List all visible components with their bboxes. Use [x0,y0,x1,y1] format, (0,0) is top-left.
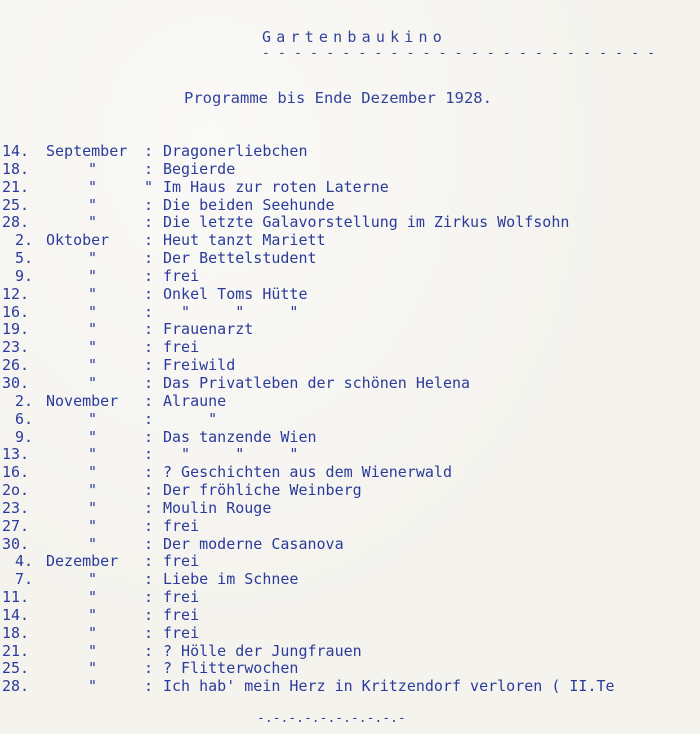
schedule-film-title: " [163,409,218,428]
schedule-day: 6. [15,409,34,428]
schedule-month: " [88,302,98,321]
schedule-film-title: ? Geschichten aus dem Wienerwald [163,463,452,482]
schedule-month: " [88,588,98,607]
schedule-month: September [46,142,128,160]
schedule-month: " [88,213,98,232]
schedule-row [0,571,700,589]
schedule-row [0,321,700,339]
schedule-row [0,393,700,411]
schedule-film-title: Begierde [163,159,236,178]
schedule-row [0,197,700,215]
schedule-separator: : [144,588,154,607]
schedule-film-title: " " " [163,302,299,321]
schedule-day: 19. [2,320,30,339]
schedule-film-title: frei [163,623,200,642]
schedule-month: " [88,623,98,642]
schedule-day: 27. [2,516,30,535]
schedule-separator: : [144,552,154,571]
schedule-separator: : [144,249,154,268]
schedule-separator: : [144,463,154,482]
schedule-month: " [88,445,98,464]
schedule-row [0,482,700,500]
schedule-film-title: frei [163,552,200,571]
schedule-month: " [88,677,98,696]
schedule-separator: : [144,213,154,232]
schedule-month: " [88,481,98,500]
schedule-film-title: Der Bettelstudent [163,249,317,268]
schedule-row [0,660,700,678]
schedule-separator: : [144,391,154,410]
schedule-month: " [88,498,98,517]
schedule-separator: : [144,659,154,678]
schedule-row [0,357,700,375]
schedule-month: " [88,605,98,624]
schedule-film-title: Dragonerliebchen [163,142,308,160]
schedule-row [0,161,700,179]
schedule-film-title: Der moderne Casanova [163,534,344,553]
schedule-row [0,625,700,643]
schedule-separator: : [144,356,154,375]
schedule-day: 21. [2,177,30,196]
schedule-month: Oktober [46,231,110,250]
schedule-month: " [88,570,98,589]
schedule-month: " [88,159,98,178]
schedule-film-title: Ich hab' mein Herz in Kritzendorf verloren ( II.Te [163,677,615,696]
schedule-separator: : [144,605,154,624]
schedule-row [0,375,700,393]
schedule-separator: : [144,284,154,303]
schedule-month: " [88,409,98,428]
schedule-month: " [88,659,98,678]
schedule-row [0,518,700,536]
schedule-month: Dezember [46,552,119,571]
schedule-separator: : [144,481,154,500]
schedule-row [0,589,700,607]
schedule-separator: : [144,320,154,339]
schedule-film-title: Die beiden Seehunde [163,195,335,214]
schedule-row [0,214,700,232]
schedule-separator: : [144,623,154,642]
schedule-month: " [88,641,98,660]
schedule-day: 11. [2,588,30,607]
schedule-day: 7. [15,570,34,589]
schedule-separator: : [144,427,154,446]
schedule-month: " [88,427,98,446]
schedule-film-title: ? Hölle der Jungfrauen [163,641,362,660]
title-underline: - - - - - - - - - - - - - - - - - - - - - - - - - [262,46,656,61]
schedule-separator: : [144,516,154,535]
schedule-row [0,250,700,268]
schedule-row [0,553,700,571]
schedule-film-title: Freiwild [163,356,236,375]
schedule-day: 28. [2,213,30,232]
schedule-month: " [88,177,98,196]
schedule-separator: " [144,177,154,196]
schedule-separator: : [144,409,154,428]
schedule-row [0,607,700,625]
schedule-day: 12. [2,284,30,303]
document-subtitle: Programme bis Ende Dezember 1928. [184,89,492,107]
schedule-row [0,286,700,304]
schedule-row [0,268,700,286]
schedule-separator: : [144,677,154,696]
schedule-month: " [88,320,98,339]
schedule-month: " [88,356,98,375]
schedule-day: 2. [15,231,34,250]
schedule-separator: : [144,142,154,160]
schedule-film-title: Moulin Rouge [163,498,272,517]
schedule-day: 4. [15,552,34,571]
schedule-month: " [88,338,98,357]
schedule-film-title: ? Flitterwochen [163,659,299,678]
schedule-day: 18. [2,159,30,178]
schedule-day: 9. [15,266,34,285]
schedule-separator: : [144,570,154,589]
schedule-row [0,643,700,661]
schedule-day: 13. [2,445,30,464]
schedule-month: " [88,195,98,214]
schedule-row [0,143,700,161]
schedule-row [0,429,700,447]
schedule-day: 30. [2,373,30,392]
schedule-day: 21. [2,641,30,660]
schedule-day: 5. [15,249,34,268]
schedule-film-title: Onkel Toms Hütte [163,284,308,303]
schedule-film-title: Alraune [163,391,227,410]
schedule-row [0,411,700,429]
schedule-month: " [88,284,98,303]
schedule-row [0,232,700,250]
schedule-list [0,143,700,696]
schedule-separator: : [144,498,154,517]
schedule-month: " [88,266,98,285]
schedule-separator: : [144,231,154,250]
schedule-row [0,304,700,322]
schedule-day: 2. [15,391,34,410]
schedule-separator: : [144,266,154,285]
schedule-day: 23. [2,338,30,357]
schedule-day: 9. [15,427,34,446]
schedule-film-title: Das Privatleben der schönen Helena [163,373,471,392]
schedule-day: 26. [2,356,30,375]
schedule-month: " [88,534,98,553]
schedule-film-title: Heut tanzt Mariett [163,231,326,250]
schedule-film-title: Frauenarzt [163,320,254,339]
schedule-film-title: frei [163,516,200,535]
schedule-row [0,536,700,554]
schedule-day: 16. [2,463,30,482]
schedule-film-title: frei [163,605,200,624]
schedule-film-title: Der fröhliche Weinberg [163,481,362,500]
schedule-month: " [88,516,98,535]
schedule-film-title: Die letzte Galavorstellung im Zirkus Wolfsohn [163,213,570,232]
schedule-day: 16. [2,302,30,321]
schedule-film-title: Im Haus zur roten Laterne [163,177,389,196]
schedule-day: 2o. [2,481,30,500]
schedule-film-title: frei [163,266,200,285]
schedule-row [0,179,700,197]
schedule-day: 18. [2,623,30,642]
schedule-day: 25. [2,659,30,678]
schedule-month: " [88,373,98,392]
schedule-month: " [88,463,98,482]
schedule-separator: : [144,445,154,464]
schedule-row [0,500,700,518]
schedule-day: 14. [2,142,30,160]
schedule-day: 30. [2,534,30,553]
schedule-month: November [46,391,119,410]
schedule-film-title: Liebe im Schnee [163,570,299,589]
schedule-film-title: frei [163,338,200,357]
footer-rule: -.-.-.-.-.-.-.-.-.- [257,711,406,726]
schedule-separator: : [144,534,154,553]
schedule-month: " [88,249,98,268]
schedule-separator: : [144,373,154,392]
document-title: Gartenbaukino [262,28,447,46]
schedule-row [0,464,700,482]
schedule-film-title: frei [163,588,200,607]
schedule-film-title: Das tanzende Wien [163,427,317,446]
schedule-day: 23. [2,498,30,517]
schedule-row [0,678,700,696]
schedule-separator: : [144,195,154,214]
schedule-separator: : [144,159,154,178]
schedule-separator: : [144,302,154,321]
schedule-separator: : [144,338,154,357]
schedule-day: 14. [2,605,30,624]
schedule-day: 25. [2,195,30,214]
schedule-day: 28. [2,677,30,696]
schedule-row [0,339,700,357]
schedule-row [0,446,700,464]
schedule-separator: : [144,641,154,660]
schedule-film-title: " " " [163,445,299,464]
